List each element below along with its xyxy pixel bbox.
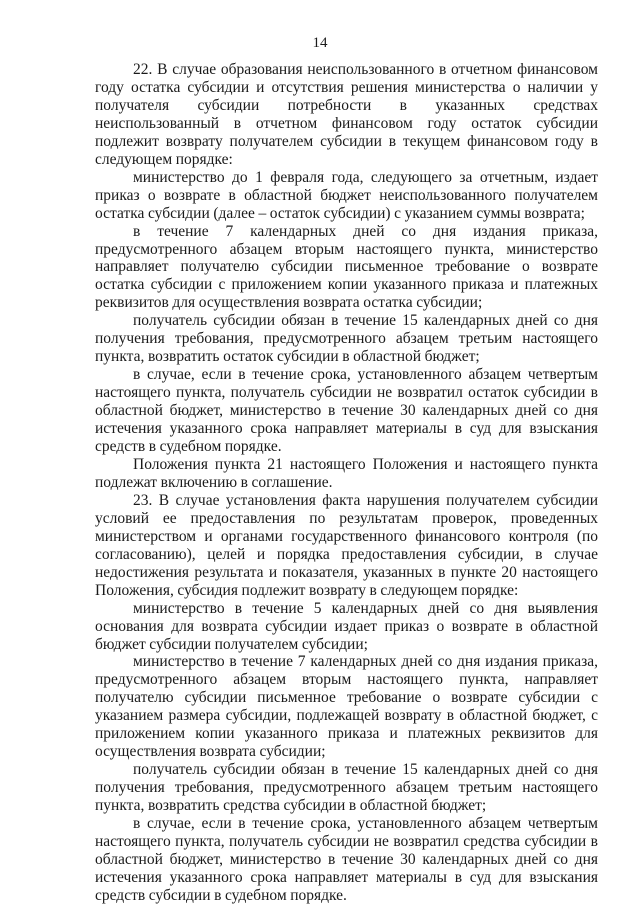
paragraph: получатель субсидии обязан в течение 15 календарных дней со дня получения требования, предусмотренного абзацем третьим настоящего пункта, возвратить средства субсидии в областной бюджет; bbox=[95, 761, 598, 815]
page-number: 14 bbox=[312, 35, 328, 51]
paragraph: министерство до 1 февраля года, следующего за отчетным, издает приказ о возврате в областной бюджет неиспользованного получателем остатка субсидии (далее – остаток субсидии) с указанием суммы возврата; bbox=[95, 168, 598, 222]
paragraph: министерство в течение 5 календарных дней со дня выявления основания для возврата субсидии издает приказ о возврате в областной бюджет субсидии получателем субсидии; bbox=[95, 599, 598, 653]
paragraph: получатель субсидии обязан в течение 15 календарных дней со дня получения требования, предусмотренного абзацем третьим настоящего пункта, возвратить остаток субсидии в областной бюджет; bbox=[95, 312, 598, 366]
paragraph: Положения пункта 21 настоящего Положения и настоящего пункта подлежат включению в соглашение. bbox=[95, 455, 598, 491]
paragraph: в случае, если в течение срока, установленного абзацем четвертым настоящего пункта, получатель субсидии не возвратил средства субсидии в областной бюджет, министерство в течение 30 календарных дней со дня истечения указанного срока направляет материалы в суд для взыскания средств субсидии в судебном порядке. bbox=[95, 815, 598, 904]
paragraph-23-intro: 23. В случае установления факта нарушения получателем субсидии условий ее предоставления по результатам проверок, проведенных министерством и органами государственного финансового контроля (по согласованию), целей и порядка предоставления субсидии, в случае недостижения результата и показателя, указанных в пункте 20 настоящего Положения, субсидия подлежит возврату в следующем порядке: bbox=[95, 491, 598, 599]
document-body bbox=[95, 61, 598, 905]
paragraph: в случае, если в течение срока, установленного абзацем четвертым настоящего пункта, получатель субсидии не возвратил остаток субсидии в областной бюджет, министерство в течение 30 календарных дней со дня истечения указанного срока направляет материалы в суд для взыскания средств в судебном порядке. bbox=[95, 366, 598, 456]
paragraph: министерство в течение 7 календарных дней со дня издания приказа, предусмотренного абзацем вторым настоящего пункта, направляет получателю субсидии письменное требование о возврате субсидии с указанием размера субсидии, подлежащей возврату в областной бюджет, с приложением копии указанного приказа и платежных реквизитов для осуществления возврата субсидии; bbox=[95, 653, 598, 761]
paragraph: в течение 7 календарных дней со дня издания приказа, предусмотренного абзацем вторым настоящего пункта, министерство направляет получателю субсидии письменное требование о возврате остатка субсидии с приложением копии указанного приказа и платежных реквизитов для осуществления возврата остатка субсидии; bbox=[95, 222, 598, 312]
paragraph-22-intro: 22. В случае образования неиспользованного в отчетном финансовом году остатка субсидии и отсутствия решения министерства о наличии у получателя субсидии потребности в указанных средствах неиспользованный в отчетном финансовом году остаток субсидии подлежит возврату получателем субсидии в текущем финансовом году в следующем порядке: bbox=[95, 61, 598, 168]
